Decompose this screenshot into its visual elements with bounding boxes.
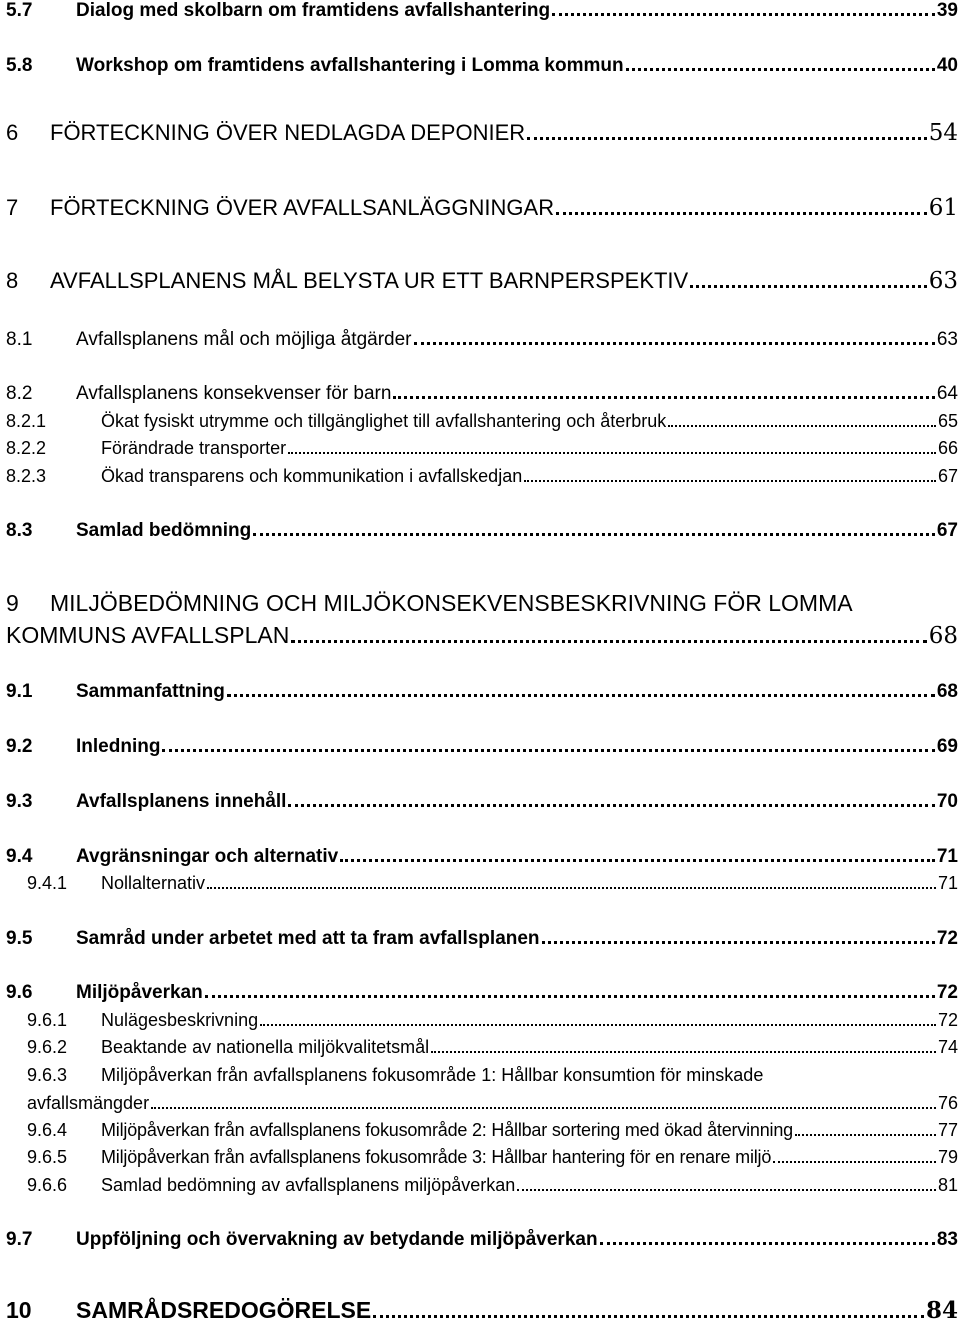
toc-number: 6 [6, 120, 19, 145]
toc-entry-9-2[interactable] [6, 736, 958, 758]
leader-dots [552, 13, 935, 16]
toc-entry-9-5[interactable] [6, 928, 958, 950]
toc-page: 81 [937, 1175, 958, 1195]
toc-page: 71 [936, 846, 958, 867]
toc-title: SAMRÅDSREDOGÖRELSE [76, 1297, 372, 1323]
toc-page: 74 [937, 1037, 958, 1057]
toc-title: Avfallsplanens innehåll [76, 791, 287, 812]
toc-entry-9-6[interactable] [6, 982, 958, 1004]
leader-dots [556, 212, 927, 215]
toc-page: 83 [936, 1229, 958, 1250]
toc-title: Förändrade transporter [101, 438, 287, 458]
leader-dots [288, 452, 936, 454]
leader-dots [542, 941, 935, 944]
toc-number: 8.2 [6, 383, 33, 404]
toc-page: 65 [937, 411, 958, 431]
toc-number: 8.2.1 [6, 411, 47, 431]
toc-title: Dialog med skolbarn om framtidens avfallshantering [76, 0, 551, 21]
toc-entry-6[interactable] [6, 120, 958, 146]
toc-entry-9-4-1[interactable] [27, 873, 958, 894]
toc-entry-10[interactable] [6, 1297, 958, 1324]
toc-entry-9-6-4[interactable] [27, 1120, 958, 1141]
toc-title: FÖRTECKNING ÖVER NEDLAGDA DEPONIER [50, 120, 526, 145]
toc-title: Nollalternativ [101, 873, 206, 893]
toc-page: 68 [928, 623, 958, 649]
toc-page: 68 [936, 681, 958, 702]
toc-title: Samlad bedömning av avfallsplanens miljöpåverkan [101, 1175, 516, 1195]
leader-dots [517, 1189, 936, 1191]
toc-title-line1: MILJÖBEDÖMNING OCH MILJÖKONSEKVENSBESKRIVNING FÖR LOMMA [50, 590, 853, 616]
leader-dots [227, 694, 935, 697]
toc-page: 67 [936, 520, 958, 541]
toc-entry-7[interactable] [6, 195, 958, 221]
toc-title-line1: Miljöpåverkan från avfallsplanens fokusområde 1: Hållbar konsumtion för minskade [101, 1065, 764, 1085]
toc-entry-8-2-3[interactable] [6, 466, 958, 487]
toc-title-line2: avfallsmängder [27, 1093, 150, 1113]
toc-title: Workshop om framtidens avfallshantering i Lomma kommun [76, 55, 624, 76]
toc-title: Samlad bedömning [76, 520, 252, 541]
toc-number: 9.2 [6, 736, 33, 757]
toc-title: Samråd under arbetet med att ta fram avfallsplanen [76, 928, 540, 949]
leader-dots [690, 285, 927, 288]
leader-dots [393, 396, 934, 399]
toc-number: 9.4 [6, 846, 33, 867]
leader-dots [626, 68, 935, 71]
toc-page: 77 [937, 1120, 958, 1140]
toc-page: 39 [936, 0, 958, 21]
toc-title: Avfallsplanens mål och möjliga åtgärder [76, 329, 412, 350]
toc-entry-8-2[interactable] [6, 383, 958, 405]
toc-title: Ökat fysiskt utrymme och tillgänglighet till avfallshantering och återbruk [101, 411, 667, 431]
toc-number: 8.2.2 [6, 438, 47, 458]
leader-dots [151, 1107, 936, 1109]
toc-page: 84 [925, 1297, 958, 1324]
toc-number: 9.6.4 [27, 1120, 68, 1140]
leader-dots [668, 425, 936, 427]
toc-number: 9.6.6 [27, 1175, 68, 1195]
toc-number: 9.5 [6, 928, 33, 949]
leader-dots [340, 859, 935, 862]
toc-page: 72 [936, 928, 958, 949]
toc-title: Miljöpåverkan från avfallsplanens fokusområde 3: Hållbar hantering för en renare miljö [101, 1147, 772, 1167]
toc-title: Nulägesbeskrivning [101, 1010, 259, 1030]
toc-entry-9-6-6[interactable] [27, 1175, 958, 1196]
toc-entry-8[interactable] [6, 268, 958, 294]
toc-number: 5.7 [6, 0, 33, 21]
toc-entry-9-6-2[interactable] [27, 1037, 958, 1058]
toc-entry-8-3[interactable] [6, 520, 958, 542]
toc-page: 66 [937, 438, 958, 458]
toc-page: 71 [937, 873, 958, 893]
toc-page: 64 [936, 383, 958, 404]
toc-entry-9-line2[interactable] [6, 622, 958, 649]
toc-entry-9-6-1[interactable] [27, 1010, 958, 1031]
leader-dots [431, 1051, 936, 1053]
toc-number: 9.1 [6, 681, 33, 702]
leader-dots [205, 995, 935, 998]
toc-entry-9-6-3-line1[interactable] [27, 1065, 763, 1086]
toc-entry-9-6-5[interactable] [27, 1147, 958, 1168]
toc-number: 7 [6, 195, 19, 220]
toc-page: 54 [928, 120, 958, 146]
toc-title: AVFALLSPLANENS MÅL BELYSTA UR ETT BARNPERSPEKTIV [50, 268, 689, 293]
toc-number: 10 [6, 1297, 32, 1323]
toc-number: 9.7 [6, 1229, 33, 1250]
leader-dots [260, 1024, 936, 1026]
toc-number: 9.3 [6, 791, 33, 812]
toc-page: 79 [937, 1147, 958, 1167]
toc-number: 9.6.1 [27, 1010, 68, 1030]
leader-dots [373, 1315, 924, 1318]
toc-title: Miljöpåverkan från avfallsplanens fokusområde 2: Hållbar sortering med ökad återvinning [101, 1120, 793, 1140]
toc-page: 63 [928, 268, 958, 294]
toc-number: 9.6.5 [27, 1147, 68, 1167]
toc-title: Avfallsplanens konsekvenser för barn [76, 383, 392, 404]
toc-title: Avgränsningar och alternativ [76, 846, 339, 867]
toc-page: 63 [936, 329, 958, 350]
toc-page: 40 [936, 55, 958, 76]
leader-dots [162, 749, 934, 752]
toc-title: Beaktande av nationella miljökvalitetsmål [101, 1037, 430, 1057]
toc-title: Ökad transparens och kommunikation i avfallskedjan [101, 466, 523, 486]
toc-page: 61 [928, 195, 958, 221]
toc-number: 9.4.1 [27, 873, 68, 893]
toc-title: FÖRTECKNING ÖVER AVFALLSANLÄGGNINGAR [50, 195, 555, 220]
toc-entry-5-7[interactable] [6, 0, 958, 22]
toc-number: 8 [6, 268, 19, 293]
toc-title: Inledning [76, 736, 161, 757]
leader-dots [795, 1134, 936, 1136]
toc-entry-9-line1[interactable] [6, 590, 853, 617]
leader-dots [253, 533, 935, 536]
toc-entry-8-2-1[interactable] [6, 411, 958, 432]
toc-entry-5-8[interactable] [6, 55, 958, 77]
toc-page: 70 [936, 791, 958, 812]
toc-page: 72 [936, 982, 958, 1003]
toc-number: 5.8 [6, 55, 33, 76]
leader-dots [600, 1242, 935, 1245]
toc-number: 9.6 [6, 982, 33, 1003]
leader-dots [291, 640, 926, 643]
toc-title: Sammanfattning [76, 681, 225, 702]
toc-page: 76 [937, 1093, 958, 1113]
toc-page: 67 [937, 466, 958, 486]
toc-entry-9-7[interactable] [6, 1229, 958, 1251]
toc-entry-8-1[interactable] [6, 329, 958, 351]
toc-entry-9-4[interactable] [6, 846, 958, 868]
toc-entry-9-6-3-line2[interactable] [27, 1093, 958, 1114]
toc-number: 9 [6, 590, 19, 616]
leader-dots [524, 480, 936, 482]
leader-dots [414, 342, 935, 345]
toc-number: 9.6.3 [27, 1065, 68, 1085]
toc-number: 9.6.2 [27, 1037, 68, 1057]
toc-number: 8.2.3 [6, 466, 47, 486]
toc-entry-9-1[interactable] [6, 681, 958, 703]
toc-entry-8-2-2[interactable] [6, 438, 958, 459]
toc-entry-9-3[interactable] [6, 791, 958, 813]
leader-dots [527, 137, 927, 140]
toc-page: 69 [936, 736, 958, 757]
leader-dots [207, 887, 936, 889]
leader-dots [288, 804, 934, 807]
toc-number: 8.1 [6, 329, 33, 350]
toc-title: Miljöpåverkan [76, 982, 203, 1003]
toc-title: Uppföljning och övervakning av betydande miljöpåverkan [76, 1229, 598, 1250]
toc-number: 8.3 [6, 520, 33, 541]
leader-dots [773, 1161, 936, 1163]
toc-page: 72 [937, 1010, 958, 1030]
toc-title-line2: KOMMUNS AVFALLSPLAN [6, 622, 290, 648]
